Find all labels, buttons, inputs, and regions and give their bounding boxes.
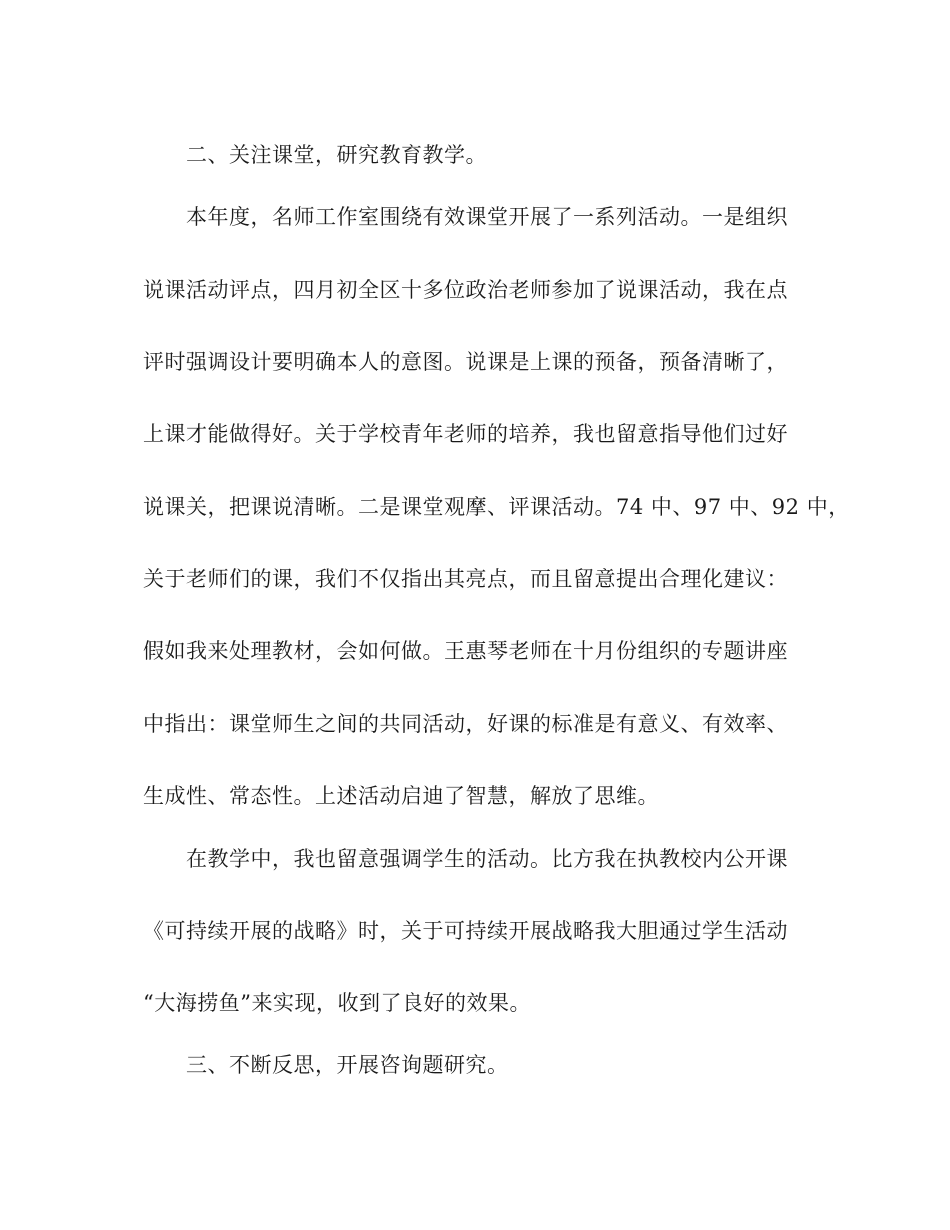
paragraph-line: 关于老师们的课，我们不仅指出其亮点，而且留意提出合理化建议： [143, 567, 788, 591]
section-heading-2: 二、关注课堂，研究教育教学。 [186, 143, 487, 167]
paragraph-line: 说课关，把课说清晰。二是课堂观摩、评课活动。74 中、97 中、92 中， [143, 495, 850, 519]
paragraph-line: 在教学中，我也留意强调学生的活动。比方我在执教校内公开课 [186, 847, 788, 871]
paragraph-line: 假如我来处理教材，会如何做。王惠琴老师在十月份组织的专题讲座 [143, 639, 788, 663]
paragraph-line: 《可持续开展的战略》时，关于可持续开展战略我大胆通过学生活动 [143, 919, 788, 943]
paragraph-line: 评时强调设计要明确本人的意图。说课是上课的预备，预备清晰了， [143, 350, 788, 374]
section-heading-3: 三、不断反思，开展咨询题研究。 [186, 1053, 509, 1077]
paragraph-line: 上课才能做得好。关于学校青年老师的培养，我也留意指导他们过好 [143, 422, 788, 446]
paragraph-line: 说课活动评点，四月初全区十多位政治老师参加了说课活动，我在点 [143, 278, 788, 302]
paragraph-line: 生成性、常态性。上述活动启迪了智慧，解放了思维。 [143, 784, 659, 808]
paragraph-line: 中指出：课堂师生之间的共同活动，好课的标准是有意义、有效率、 [143, 712, 788, 736]
paragraph-line: “大海捞鱼”来实现，收到了良好的效果。 [143, 991, 531, 1015]
paragraph-line: 本年度，名师工作室围绕有效课堂开展了一系列活动。一是组织 [186, 205, 788, 229]
